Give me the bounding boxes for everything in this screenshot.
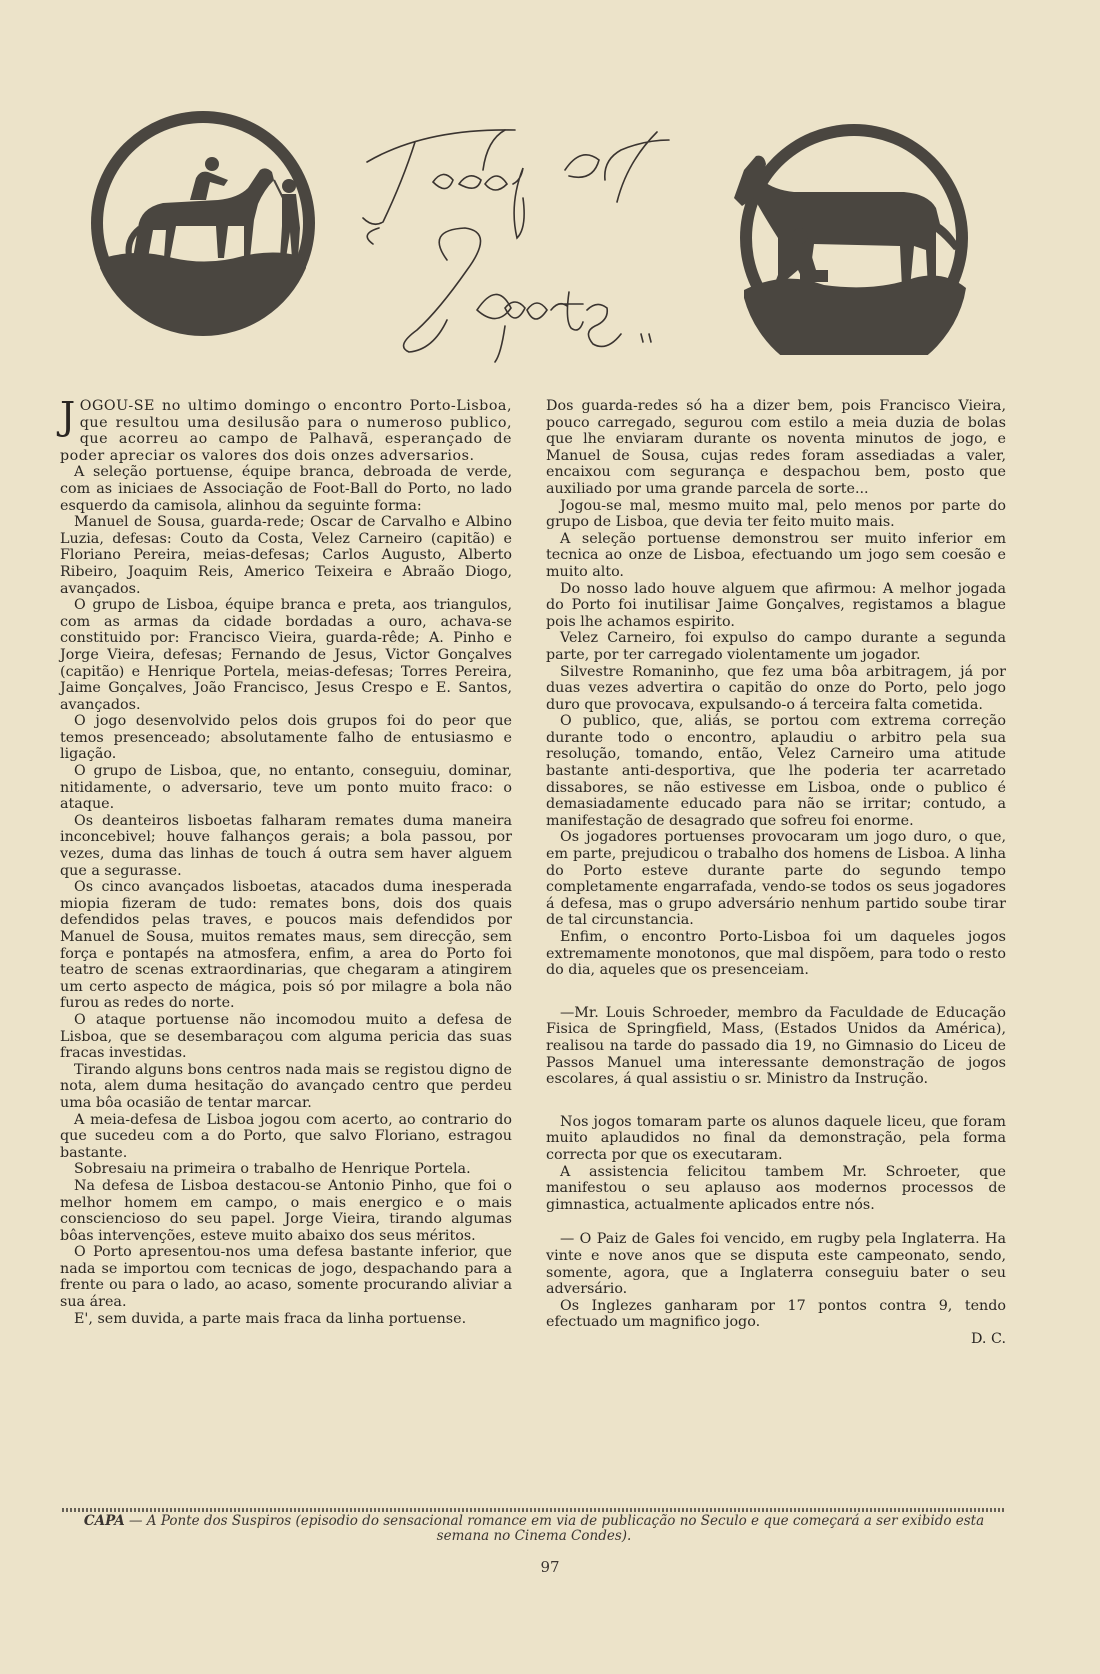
drop-cap: J (60, 394, 76, 438)
article-paragraph: Enfim, o encontro Porto-Lisboa foi um daqueles jogos extremamente monotonos, que mal dispõem, para todo o resto do dia, aqueles que os presenceiam. (546, 929, 1006, 979)
article-lead-paragraph: JOGOU-SE no ultimo domingo o encontro Porto-Lisboa, que resultou uma desilusão para o numeroso publico, que acorreu ao campo de Palhavã, esperançado de poder apreciar os valores dos dois onzes adversarios. (60, 394, 512, 464)
article-paragraph: A assistencia felicitou tambem Mr. Schroeter, que manifestou o seu aplauso aos modernos processos de gimnastica, actualmente aplicados entre nós. (546, 1163, 1006, 1213)
article-paragraph: O grupo de Lisboa, que, no entanto, conseguiu, dominar, nitidamente, o adversario, teve um ponto muito fraco: o ataque. (60, 763, 512, 813)
news-item-schroeder: —Mr. Louis Schroeder, membro da Faculdade de Educação Fisica de Springfield, Mass, (Estados Unidos da América), realisou na tarde do passado dia 19, no Gimnasio do Liceu de Passos Manuel uma interessante demonstração de jogos escolares, á qual assistiu o sr. Ministro da Instrução. (546, 1004, 1006, 1088)
article-paragraph: Os cinco avançados lisboetas, atacados duma inesperada miopia fizeram de tudo: remates bons, dois dos quais defendidos pelas traves, e poucos mais defendidos por Manuel de Sousa, muitos remates maus, sem direcção, sem força e pontapés na atmosfera, enfim, a area do Porto foi teatro de scenas extraordinarias, que chegaram a atingirem um certo aspecto de mágica, pois só por milagre a bola não furou as redes do norte. (60, 879, 512, 1012)
article-paragraph: Tirando alguns bons centros nada mais se registou digno de nota, alem duma hesitação do avançado centro que perdeu uma bôa ocasião de tentar marcar. (60, 1061, 512, 1111)
article-paragraph: A seleção portuense demonstrou ser muito inferior em tecnica ao onze de Lisboa, efectuando um jogo sem coesão e muito alto. (546, 530, 1006, 580)
article-paragraph: A meia-defesa de Lisboa jogou com acerto, ao contrario do que sucedeu com a do Porto, que salvo Floriano, estragou bastante. (60, 1111, 512, 1161)
caption-dotted-rule (62, 1508, 1006, 1512)
article-paragraph: O Porto apresentou-nos uma defesa bastante inferior, que nada se importou com tecnicas de jogo, despachando para a frente ou para o lado, ao acaso, somente procurando aliviar a sua área. (60, 1244, 512, 1311)
article-paragraph: Na defesa de Lisboa destacou-se Antonio Pinho, que foi o melhor homem em campo, o mais energico e o mais consciencioso do seu papel. Jorge Vieira, tirando algumas bôas intervenções, esteve muito abaixo dos seus méritos. (60, 1177, 512, 1244)
cover-caption (62, 1514, 1006, 1544)
article-paragraph: Os jogadores portuenses provocaram um jogo duro, o que, em parte, prejudicou o trabalho dos homens de Lisboa. A linha do Porto esteve durante parte do segundo tempo completamente engarrafada, vendo-se todos os seus jogadores á defesa, mas o grupo adversário nenhum partido soube tirar de tal circunstancia. (546, 829, 1006, 929)
article-right-column (546, 398, 1006, 1347)
article-paragraph: Do nosso lado houve alguem que afirmou: A melhor jogada do Porto foi inutilisar Jaime Gonçalves, registamos a blague pois lhe achamos espirito. (546, 580, 1006, 630)
caption-label: CAPA (83, 1513, 125, 1529)
article-paragraph: Dos guarda-redes só ha a dizer bem, pois Francisco Vieira, pouco carregado, segurou com estilo a meia duzia de bolas que lhe enviaram durante os noventa minutos de jogo, e Manuel de Sousa, cujas redes foram assediadas a valer, encaixou com segurança e despachou bem, posto que auxiliado por uma grande parcela de sorte... (546, 398, 1006, 497)
article-paragraph: O grupo de Lisboa, équipe branca e preta, aos triangulos, com as armas da cidade bordadas a ouro, achava-se constituido por: Francisco Vieira, guarda-rêde; A. Pinho e Jorge Vieira, defesas; Fernando de Jesus, Victor Gonçalves (capitão) e Henrique Portela, meias-defesas; Torres Pereira, Jaime Gonçalves, João Francisco, Jesus Crespo e E. Santos, avançados. (60, 597, 512, 713)
article-paragraph: O jogo desenvolvido pelos dois grupos foi do peor que temos presenceado; absolutamente falho de entusiasmo e ligação. (60, 713, 512, 763)
article-paragraph: A seleção portuense, équipe branca, debroada de verde, com as iniciaes de Associação de Foot-Ball do Porto, no lado esquerdo da camisola, alinhou da seguinte forma: (60, 464, 512, 514)
page-number: 97 (540, 1558, 560, 1576)
article-paragraph: Velez Carneiro, foi expulso do campo durante a segunda parte, por ter carregado violentamente um jogador. (546, 630, 1006, 663)
author-signature: D. C. (970, 1330, 1006, 1347)
news-item-rugby: — O Paiz de Gales foi vencido, em rugby pela Inglaterra. Ha vinte e nove anos que se disputa este campeonato, sendo, somente, agora, que a Inglaterra conseguiu bater o seu adversário. (546, 1231, 1006, 1298)
article-paragraph: Manuel de Sousa, guarda-rede; Oscar de Carvalho e Albino Luzia, defesas: Couto da Costa, Velez Carneiro (capitão) e Floriano Pereira, meias-defesas; Carlos Augusto, Alberto Ribeiro, Joaquim Reis, Americo Teixeira e Abraão Diogo, avançados. (60, 514, 512, 597)
article-paragraph: Jogou-se mal, mesmo muito mal, pelo menos por parte do grupo de Lisboa, que devia ter feito muito mais. (546, 497, 1006, 531)
article-paragraph: Os Inglezes ganharam por 17 pontos contra 9, tendo efectuado um magnifico jogo. (546, 1297, 1006, 1331)
article-paragraph: E', sem duvida, a parte mais fraca da linha portuense. (74, 1310, 467, 1327)
article-paragraph: Sobresaiu na primeira o trabalho de Henrique Portela. (74, 1161, 471, 1178)
horse-rider-vignette (78, 108, 328, 338)
caption-text: — A Ponte dos Suspiros (episodio do sensacional romance em via de publicação no Seculo e que começará a ser exibido esta semana no Cinema Condes). (129, 1513, 985, 1544)
article-paragraph: Silvestre Romaninho, que fez uma bôa arbitragem, já por duas vezes advertira o capitão do onze do Porto, pelo jogo duro que provocava, expulsando-o á terceira falta cometida. (546, 663, 1006, 713)
article-paragraph: Os deanteiros lisboetas falharam remates duma maneira inconcebivel; houve falhanços gerais; a bola passou, por vezes, duma das linhas de touch á outra sem haver alguem que a segurasse. (60, 812, 512, 879)
article-paragraph: O ataque portuense não incomodou muito a defesa de Lisboa, que se desembaraçou com alguma pericia das suas fracas investidas. (60, 1011, 512, 1062)
article-left-column (60, 394, 512, 1327)
article-paragraph: O publico, que, aliás, se portou com extrema correção durante todo o encontro, aplaudiu o arbitro pela sua resolução, tomando, então, Velez Carneiro uma atitude bastante anti-desportiva, que lhe poderia ter acarretado dissabores, se não estivesse em Lisboa, onde o publico é demasiadamente educado para não se irritar; contudo, a manifestação de desagrado que sofreu foi enorme. (546, 713, 1006, 829)
article-paragraph: Nos jogos tomaram parte os alunos daquele liceu, que foram muito aplaudidos no final da demonstração, pela forma correcta por que os executaram. (546, 1113, 1006, 1163)
title-script-art (355, 110, 695, 365)
horse-groom-vignette (704, 120, 1004, 355)
